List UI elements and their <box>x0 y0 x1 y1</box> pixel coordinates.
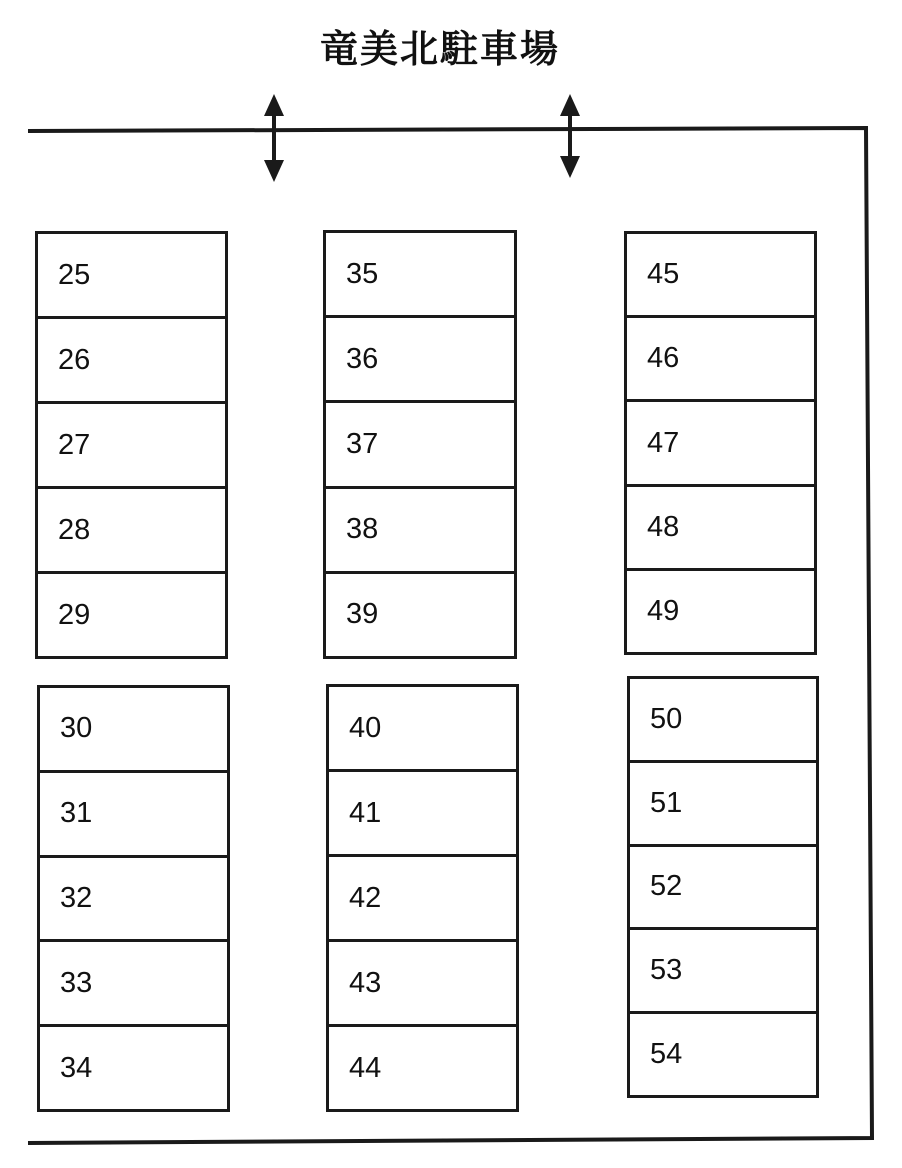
parking-space[interactable]: 49 <box>647 594 680 627</box>
parking-space[interactable]: 31 <box>40 773 227 858</box>
parking-space[interactable]: 44 <box>349 1051 382 1084</box>
parking-space[interactable]: 36 <box>326 318 514 403</box>
parking-space[interactable]: 46 <box>627 318 814 402</box>
parking-space[interactable]: 33 <box>40 942 227 1027</box>
parking-space[interactable]: 45 <box>627 234 814 318</box>
parking-space[interactable]: 30 <box>40 688 227 773</box>
parking-space[interactable]: 52 <box>630 847 816 931</box>
parking-space[interactable]: 40 <box>329 687 516 772</box>
parking-space[interactable]: 43 <box>329 942 516 1027</box>
parking-space[interactable]: 29 <box>58 598 91 631</box>
parking-space[interactable]: 35 <box>326 233 514 318</box>
parking-block-middle-bottom <box>326 684 519 1112</box>
parking-space[interactable]: 47 <box>627 402 814 486</box>
parking-space[interactable]: 51 <box>630 763 816 847</box>
parking-space[interactable]: 26 <box>38 319 225 404</box>
parking-space[interactable]: 27 <box>38 404 225 489</box>
parking-space[interactable]: 41 <box>329 772 516 857</box>
parking-block-middle-top <box>323 230 517 659</box>
parking-space[interactable]: 53 <box>630 930 816 1014</box>
parking-block-right-top <box>624 231 817 655</box>
parking-space[interactable]: 38 <box>326 489 514 574</box>
parking-space[interactable]: 39 <box>346 598 379 631</box>
parking-space[interactable]: 25 <box>38 234 225 319</box>
double-arrow-vertical-icon <box>560 94 580 178</box>
page-title: 竜美北駐車場 <box>319 27 560 71</box>
parking-space[interactable]: 42 <box>329 857 516 942</box>
parking-block-left-bottom <box>37 685 230 1112</box>
parking-space[interactable]: 48 <box>627 487 814 571</box>
double-arrow-vertical-icon <box>264 94 284 182</box>
parking-space[interactable]: 32 <box>40 858 227 943</box>
parking-space[interactable]: 54 <box>650 1038 683 1071</box>
parking-space[interactable]: 34 <box>60 1051 93 1084</box>
parking-space[interactable]: 28 <box>38 489 225 574</box>
parking-block-left-top <box>35 231 228 659</box>
parking-block-right-bottom <box>627 676 819 1098</box>
parking-space[interactable]: 50 <box>630 679 816 763</box>
parking-space[interactable]: 37 <box>326 403 514 488</box>
